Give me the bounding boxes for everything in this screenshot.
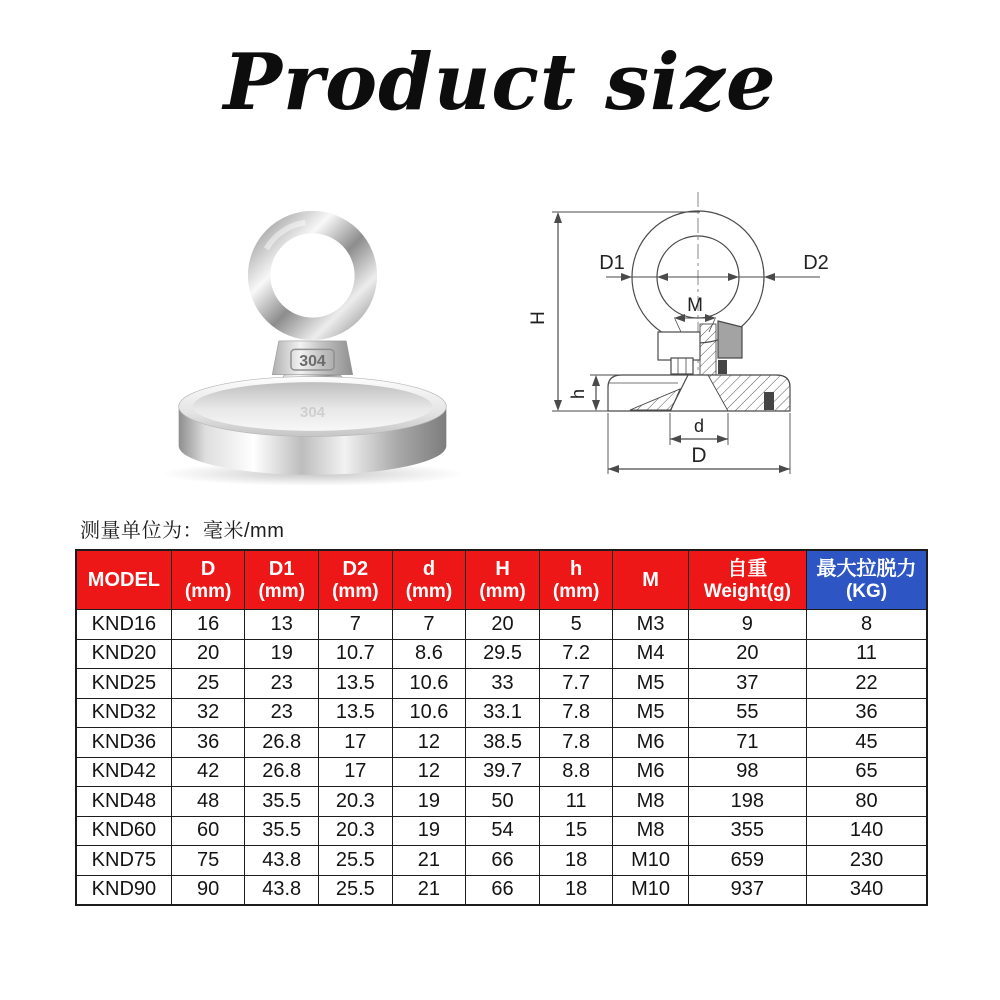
table-row <box>76 610 927 640</box>
spec-table-body <box>76 610 927 905</box>
table-cell: 43.8 <box>245 846 319 876</box>
table-row <box>76 846 927 876</box>
table-cell: 43.8 <box>245 875 319 905</box>
table-cell: 340 <box>807 875 927 905</box>
table-cell: 42 <box>171 757 245 787</box>
column-header-d1 <box>245 550 319 610</box>
table-cell: 10.6 <box>392 698 466 728</box>
table-cell: 98 <box>688 757 806 787</box>
table-cell: 20 <box>688 639 806 669</box>
table-cell: 48 <box>171 787 245 817</box>
table-cell: 90 <box>171 875 245 905</box>
stamp-304: 304 <box>299 352 326 370</box>
column-unit: (mm) <box>552 581 600 603</box>
table-cell: M5 <box>613 698 688 728</box>
column-unit: (mm) <box>332 581 379 603</box>
column-header-h-small <box>539 550 613 610</box>
column-title: D <box>200 558 216 581</box>
table-cell: M6 <box>613 728 688 758</box>
table-row <box>76 728 927 758</box>
table-cell: 65 <box>807 757 927 787</box>
table-cell: 36 <box>807 698 927 728</box>
column-title: H <box>495 558 510 581</box>
nut-side <box>718 321 742 358</box>
table-row <box>76 787 927 817</box>
table-cell: 18 <box>539 875 613 905</box>
table-cell: 15 <box>539 816 613 846</box>
table-cell: M4 <box>613 639 688 669</box>
column-unit: (mm) <box>184 581 232 603</box>
column-title: 最大拉脱力 <box>816 558 917 581</box>
column-title: MODEL <box>87 569 160 592</box>
table-cell: 60 <box>171 816 245 846</box>
table-cell: 22 <box>807 669 927 699</box>
table-cell: KND36 <box>76 728 171 758</box>
table-cell: 5 <box>539 610 613 640</box>
label-M: M <box>687 294 703 316</box>
table-cell: 19 <box>392 787 466 817</box>
label-D: D <box>691 443 707 467</box>
table-cell: 7 <box>392 610 466 640</box>
figures-row <box>0 180 1000 498</box>
table-cell: 25.5 <box>319 875 393 905</box>
table-row <box>76 875 927 905</box>
table-cell: 26.8 <box>245 728 319 758</box>
table-cell: 39.7 <box>466 757 540 787</box>
column-header-d-cap <box>171 550 245 610</box>
svg-text:304: 304 <box>300 403 325 421</box>
table-cell: 17 <box>319 728 393 758</box>
table-cell: 29.5 <box>466 639 540 669</box>
column-header-model <box>76 550 171 610</box>
table-cell: 7.2 <box>539 639 613 669</box>
table-cell: 8.6 <box>392 639 466 669</box>
table-cell: 7.7 <box>539 669 613 699</box>
column-unit: (KG) <box>845 581 888 603</box>
dimension-drawing <box>528 182 948 482</box>
table-cell: 32 <box>171 698 245 728</box>
table-cell: 10.6 <box>392 669 466 699</box>
table-cell: 230 <box>807 846 927 876</box>
dimension-diagram <box>528 182 948 487</box>
table-row <box>76 816 927 846</box>
table-cell: 66 <box>466 875 540 905</box>
column-header-d-small <box>392 550 466 610</box>
column-header-d2 <box>319 550 393 610</box>
table-cell: M10 <box>613 846 688 876</box>
table-cell: 71 <box>688 728 806 758</box>
table-cell: 8.8 <box>539 757 613 787</box>
table-cell: 21 <box>392 846 466 876</box>
table-row <box>76 757 927 787</box>
table-cell: 37 <box>688 669 806 699</box>
table-cell: M8 <box>613 816 688 846</box>
table-cell: 17 <box>319 757 393 787</box>
table-cell: 20 <box>171 639 245 669</box>
column-title: d <box>422 558 436 581</box>
table-cell: 7 <box>319 610 393 640</box>
table-cell: 19 <box>392 816 466 846</box>
table-cell: KND60 <box>76 816 171 846</box>
table-cell: 198 <box>688 787 806 817</box>
table-cell: KND25 <box>76 669 171 699</box>
eyebolt-magnet-image <box>130 180 495 489</box>
table-row <box>76 639 927 669</box>
table-cell: 25 <box>171 669 245 699</box>
column-header-h-cap <box>466 550 540 610</box>
table-cell: 75 <box>171 846 245 876</box>
label-d: d <box>693 415 705 436</box>
table-cell: 12 <box>392 728 466 758</box>
table-cell: 8 <box>807 610 927 640</box>
table-cell: 36 <box>171 728 245 758</box>
table-cell: 12 <box>392 757 466 787</box>
column-title: D1 <box>268 558 295 581</box>
table-cell: 20 <box>466 610 540 640</box>
table-cell: 937 <box>688 875 806 905</box>
table-cell: 35.5 <box>245 816 319 846</box>
table-cell: 20.3 <box>319 816 393 846</box>
table-cell: 50 <box>466 787 540 817</box>
table-cell: 659 <box>688 846 806 876</box>
table-cell: 9 <box>688 610 806 640</box>
table-cell: 20.3 <box>319 787 393 817</box>
table-cell: M10 <box>613 875 688 905</box>
column-header-pull-force <box>807 550 927 610</box>
column-header-m <box>613 550 688 610</box>
nut-section <box>658 332 700 360</box>
column-title: 自重 <box>727 558 768 581</box>
column-title: M <box>642 569 659 592</box>
column-unit: (mm) <box>258 581 305 603</box>
column-unit: Weight(g) <box>703 581 791 603</box>
table-cell: 21 <box>392 875 466 905</box>
table-cell: 23 <box>245 698 319 728</box>
table-row <box>76 698 927 728</box>
table-cell: M5 <box>613 669 688 699</box>
table-cell: KND75 <box>76 846 171 876</box>
table-cell: 10.7 <box>319 639 393 669</box>
table-cell: KND90 <box>76 875 171 905</box>
column-title: D2 <box>342 558 369 581</box>
table-cell: 26.8 <box>245 757 319 787</box>
table-cell: 80 <box>807 787 927 817</box>
table-cell: 18 <box>539 846 613 876</box>
table-cell: 35.5 <box>245 787 319 817</box>
table-cell: KND32 <box>76 698 171 728</box>
table-cell: M3 <box>613 610 688 640</box>
table-cell: 45 <box>807 728 927 758</box>
column-title: h <box>570 558 583 581</box>
page-title: Product size <box>223 37 777 128</box>
label-H: H <box>528 310 549 325</box>
column-header-weight <box>688 550 806 610</box>
table-cell: 355 <box>688 816 806 846</box>
table-cell: KND20 <box>76 639 171 669</box>
table-cell: 23 <box>245 669 319 699</box>
table-cell: 11 <box>807 639 927 669</box>
spec-table <box>75 549 928 906</box>
table-cell: KND42 <box>76 757 171 787</box>
table-cell: 13 <box>245 610 319 640</box>
table-cell: M6 <box>613 757 688 787</box>
table-cell: 66 <box>466 846 540 876</box>
table-cell: KND16 <box>76 610 171 640</box>
unit-note: 测量单位为：毫米/mm <box>80 519 285 542</box>
table-cell: 7.8 <box>539 698 613 728</box>
table-cell: 16 <box>171 610 245 640</box>
product-photo <box>130 180 495 494</box>
table-cell: 55 <box>688 698 806 728</box>
table-cell: 33 <box>466 669 540 699</box>
table-cell: KND48 <box>76 787 171 817</box>
table-cell: 33.1 <box>466 698 540 728</box>
label-D1: D1 <box>599 251 625 274</box>
table-cell: M8 <box>613 787 688 817</box>
table-row <box>76 669 927 699</box>
header-row <box>76 550 927 610</box>
table-cell: 54 <box>466 816 540 846</box>
column-unit: (mm) <box>405 581 453 603</box>
column-unit: (mm) <box>479 581 526 603</box>
table-cell: 25.5 <box>319 846 393 876</box>
table-cell: 19 <box>245 639 319 669</box>
table-cell: 7.8 <box>539 728 613 758</box>
table-cell: 11 <box>539 787 613 817</box>
table-cell: 140 <box>807 816 927 846</box>
table-cell: 13.5 <box>319 698 393 728</box>
label-h: h <box>568 388 588 399</box>
table-cell: 13.5 <box>319 669 393 699</box>
label-D2: D2 <box>803 251 829 274</box>
table-cell: 38.5 <box>466 728 540 758</box>
